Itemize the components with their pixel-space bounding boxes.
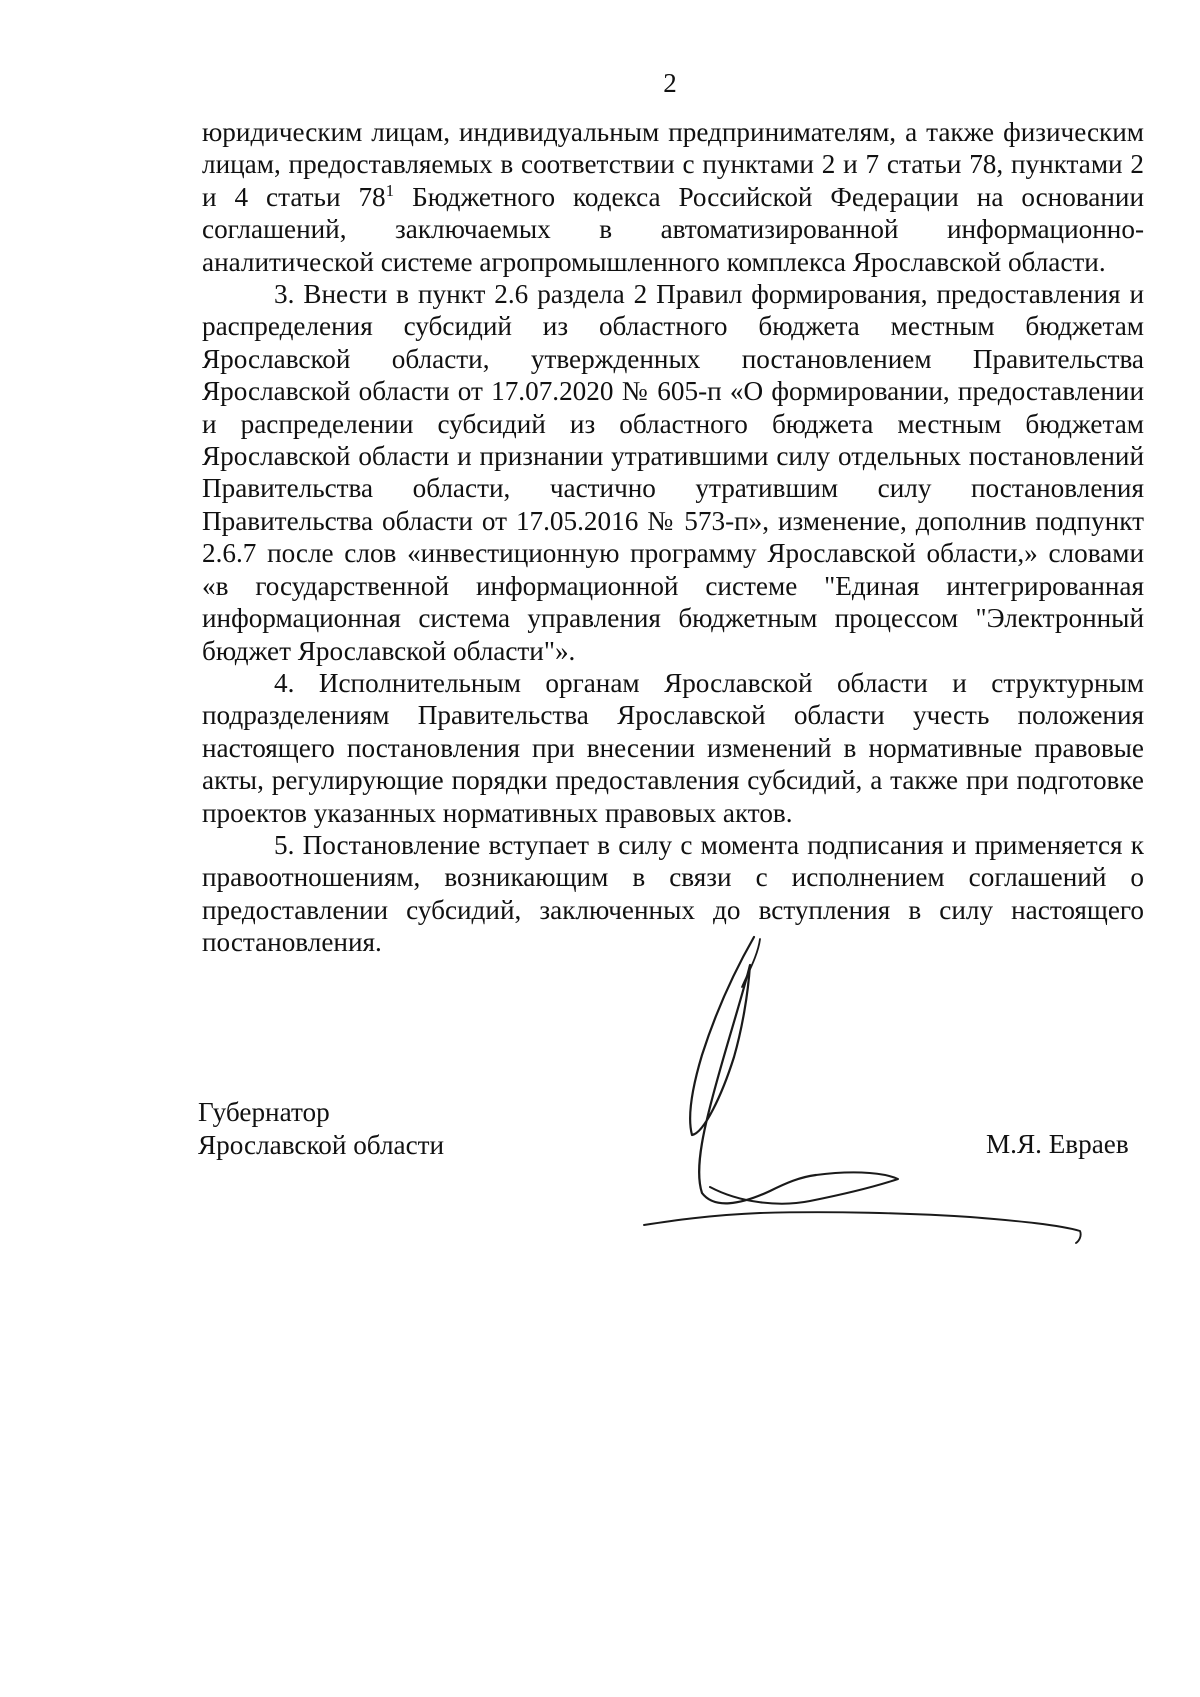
paragraph-item-3: 3. Внести в пункт 2.6 раздела 2 Правил формирования, предоставления и распределения субсидий из областного бюджета местным бюджетам Ярославской области, утвержденных постановлением Правительства Ярославской области от 17.07.2020 № 605-п «О формировании, предоставлении и распределении субсидий из областного бюджета местным бюджетам Ярославской области и признании утратившими силу отдельных постановлений Правительства области, частично утратившим силу постановления Правительства области от 17.05.2016 № 573-п», изменение, дополнив подпункт 2.6.7 после слов «инвестиционную программу Ярославской области,» словами «в государственной информационной системе "Единая интегрированная информационная система управления бюджетным процессом "Электронный бюджет Ярославской области"». — [202, 279, 1144, 666]
paragraph-item-5: 5. Постановление вступает в силу с момента подписания и применяется к правоотношениям, возникающим в связи с исполнением соглашений о предоставлении субсидий, заключенных до вступления в силу настоящего постановления. — [202, 829, 1144, 958]
paragraph-continuation — [202, 116, 1144, 278]
signatory-region: Ярославской области — [198, 1130, 445, 1160]
handwritten-signature — [630, 925, 1090, 1245]
signature-stroke-loop — [690, 937, 816, 1203]
signature-stroke-underline — [644, 1212, 1081, 1243]
signature-position — [198, 1096, 444, 1162]
paragraph-text-pre: юридическим лицам, индивидуальным предпринимателям, а также физическим лицам, предоставляемых в соответствии с пунктами 2 и 7 статьи 78, пунктами 2 и 4 статьи 78 — [202, 117, 1144, 212]
paragraph-item-4: 4. Исполнительным органам Ярославской области и структурным подразделениям Правительства Ярославской области учесть положения настоящего постановления при внесении изменений в нормативные правовые акты, регулирующие порядки предоставления субсидий, а также при подготовке проектов указанных нормативных правовых актов. — [202, 667, 1144, 828]
signature-stroke-tail — [742, 939, 760, 987]
signatory-title: Губернатор — [198, 1097, 330, 1127]
paragraph-text-post: Бюджетного кодекса Российской Федерации на основании соглашений, заключаемых в автоматизированной информационно-аналитической системе агропромышленного комплекса Ярославской области. — [202, 181, 1145, 277]
superscript-index: 1 — [385, 180, 395, 200]
signatory-name: М.Я. Евраев — [986, 1129, 1129, 1159]
document-body — [202, 116, 1144, 959]
page-number: 2 — [663, 68, 677, 98]
